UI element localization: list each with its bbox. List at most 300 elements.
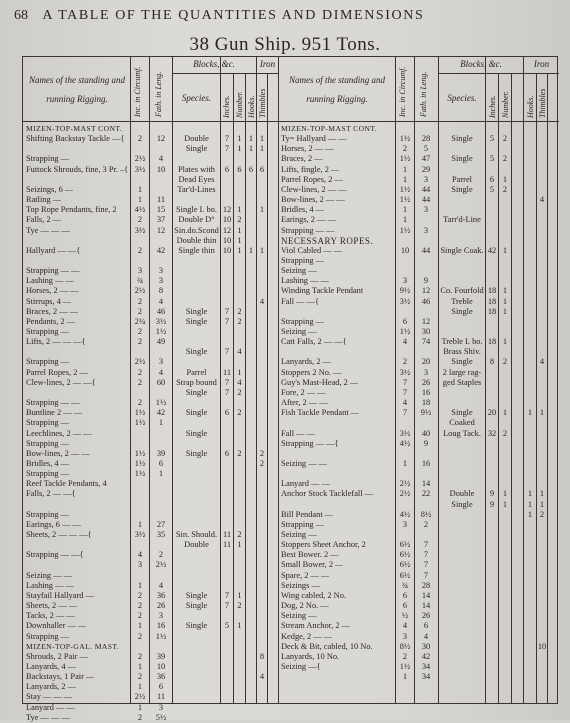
table-row [23,165,559,175]
rigging-name: Seizing — — [26,570,73,580]
rigging-name: Deck & Bit, cabled, 10 No. [281,641,373,651]
circumference-cell: 2½ [134,692,146,702]
circumference-cell: 2½ [399,479,411,489]
length-cell: 11 [156,692,166,702]
circumference-cell: 2 [137,601,143,611]
hooks-header-right: Hooks. [526,95,535,118]
number-cell: 2 [237,601,242,611]
species-cell: Treble I. bo. [441,337,483,347]
species-cell: Sin.do.Scond [174,225,219,235]
length-cell: 8½ [420,509,432,519]
table-row [23,418,559,428]
rigging-name: Strapping — [26,154,70,164]
species-cell: Single I. bo. [176,205,217,215]
length-cell: 1½ [155,398,167,408]
inches-cell: 7 [224,590,230,600]
rigging-name: Sheets, 2 — — [26,601,78,611]
number-cell: 1 [502,286,508,296]
species-header-right: Species. [447,93,477,103]
rigging-name: Kedge, 2 — — [281,631,333,641]
species-cell: ged Staples [442,377,482,387]
circumference-cell: 1 [137,580,143,590]
hooks-cell: 1 [527,408,533,418]
species-cell: Single [451,357,473,367]
rigging-name: Lanyard — — [26,702,75,712]
rigging-name: Lanyard — — [281,479,330,489]
length-cell: 12 [421,286,431,296]
length-cell: 20 [421,357,431,367]
circumference-cell: 1 [402,174,408,184]
species-cell: Double [184,134,209,144]
circumference-cell: 9½ [399,286,411,296]
number-cell: 2 [237,215,242,225]
rigging-name: Strapping — — [281,225,335,235]
table-row [23,581,559,591]
length-cell: 14 [421,601,431,611]
table-row [23,124,559,134]
length-cell: 46 [156,306,166,316]
length-cell: 1 [158,469,164,479]
species-cell: Double [184,540,209,550]
length-cell: 7 [423,570,429,580]
circumference-cell: 1 [137,621,143,631]
length-cell: 7 [423,560,429,570]
species-cell: Tarr'd-Line [443,215,481,225]
length-header-right: Fath. in Leng. [419,71,428,117]
length-cell: 1½ [155,327,167,336]
inches-header-right: Inches. [488,95,497,118]
length-cell: 42 [156,408,166,418]
section-heading: MIZEN-TOP-GAL. MAST. [26,641,120,651]
length-cell: 30 [421,327,431,336]
circumference-cell: 2 [137,590,143,600]
inches-cell: 7 [224,144,230,154]
circumference-cell: 2 [137,712,143,722]
table-row [23,692,559,702]
rigging-name: Strapping — — [26,266,80,276]
circumference-cell: 2 [137,134,143,144]
rigging-name: Anchor Stock Tacklefall — [281,489,374,499]
length-cell: 34 [421,661,431,671]
length-cell: 18 [421,398,431,408]
length-cell: 2 [423,519,429,529]
circumference-cell: 2 [137,377,143,387]
species-cell: Parrel [452,174,472,184]
length-cell: 12 [156,134,166,144]
circumference-cell: 4 [402,337,408,347]
table-row [23,439,559,449]
rigging-name: Horses, 2 — — [281,144,334,154]
thimbles-header: Thimbles [258,88,267,118]
species-cell: Single [185,306,208,316]
circumference-cell: 7 [402,408,408,418]
rigging-name: Stoppers 2 No. — [281,367,342,377]
hooks-header: Hooks. [247,95,256,118]
table-row [23,530,559,540]
length-cell: 28 [421,580,431,590]
circumference-cell: 1½ [399,195,411,205]
inches-cell: 7 [224,306,230,316]
thimbles-header-right: Thimbles [538,88,547,118]
inches-cell: 6 [224,164,230,174]
table-row [23,601,559,611]
length-cell: 2½ [155,560,167,570]
length-cell: 42 [421,651,431,661]
iron-header-right: Iron [533,59,550,69]
hooks-cell: 1 [248,134,254,144]
circumference-cell: 3½ [399,367,411,377]
table-row [23,642,559,652]
species-cell: Plates with [178,164,215,174]
circumference-cell: 1 [137,702,143,712]
species-cell: Double D° [178,215,215,225]
number-cell: 4 [237,347,242,357]
rigging-name: Leechlines, 2 — — [26,428,92,438]
circumference-cell: 7 [402,387,408,397]
species-cell: Single [185,387,208,397]
table-row [23,652,559,662]
circumference-cell: 2 [137,651,143,661]
rule [172,73,279,74]
hooks-cell: 1 [248,245,254,255]
number-cell: 1 [502,245,508,255]
hooks-cell: 1 [527,499,533,509]
table-row [23,195,559,205]
rigging-name: Lifts, 2 — — —{ [26,337,86,347]
inches-cell: 6 [489,174,495,184]
circumference-cell: 4½ [399,438,411,448]
circumference-cell: 3 [137,560,143,570]
length-cell: 36 [156,672,166,682]
circumference-cell: 2 [137,337,143,347]
rigging-name: Shifting Backstay Tackle —{ [26,134,125,144]
circumference-cell: 6 [402,316,408,326]
length-cell: 74 [421,337,431,347]
rigging-name: Fore, 2 — — [281,387,326,397]
table-row [23,489,559,499]
length-cell: 16 [156,621,166,631]
circumference-cell: 1 [402,458,408,468]
length-cell: 1 [158,418,164,428]
rigging-name: Guy's Mast-Head, 2 — [281,377,359,387]
circumference-cell: 6½ [399,550,411,560]
number-cell: 1 [502,174,508,184]
table-row [23,357,559,367]
names-header-right: Names of the standing and running Rigging. [289,75,385,104]
table-row [23,276,559,286]
length-cell: 11 [156,195,166,205]
thimbles-cell: 1 [259,205,265,215]
species-cell: Single [185,144,208,154]
blocks-header: Blocks, &c. [193,59,235,69]
circumference-cell: 1½ [399,184,411,194]
number-cell: 2 [502,154,508,164]
rigging-name: Reef Tackle Pendants, 4 [26,479,107,489]
species-cell: Single [185,347,208,357]
number-cell: 1 [237,245,242,255]
species-cell: Double [449,489,475,499]
rigging-name: Wing cabled, 2 No. [281,590,347,600]
circumference-cell: 3 [402,631,408,641]
length-cell: 44 [421,245,431,255]
table-row [23,378,559,388]
rigging-name: Falls, 2 — —{ [26,489,76,499]
rigging-name: Stream Anchor, 2 — [281,621,350,631]
page-number: 68 [14,8,28,23]
rigging-name: Shrouds, 2 Pair — [26,651,88,661]
length-cell: 9½ [420,408,432,418]
table-row [23,560,559,570]
section-heading: MIZEN-TOP-MAST CONT. [26,124,123,133]
length-cell: 6 [158,682,164,692]
length-cell: 9 [423,438,429,448]
circumference-cell: 6 [402,590,408,600]
number-cell: 1 [237,621,242,631]
length-cell: 2 [158,550,164,560]
table-row [23,479,559,489]
inches-header: Inches. [222,95,231,118]
species-cell: Single [185,621,208,631]
length-cell: 46 [421,296,431,306]
rigging-name: Braces, 2 — [281,154,323,164]
length-cell: 29 [421,164,431,174]
length-cell: 22 [421,489,431,499]
rigging-name: Bridles, 4 — [281,205,325,215]
length-cell: 47 [421,154,431,164]
length-cell: 5½ [155,712,167,722]
circumference-cell: 2 [402,144,408,154]
circumference-cell: 1½ [134,408,146,418]
number-cell: 1 [237,540,242,550]
rigging-name: Seizings — [281,580,320,590]
inches-cell: 7 [224,601,230,611]
length-cell: 12 [156,225,166,235]
species-cell: Loug Tack. [443,428,481,438]
circumference-cell: 1½ [399,661,411,671]
rigging-name: Strapping — [26,418,70,428]
names-header: Names of the standing and running Rigging. [29,75,125,104]
species-cell: Single [185,428,208,438]
rigging-name: Downhaller — — [26,621,87,631]
rigging-name: Strapping — [281,316,325,326]
circumference-cell: 1 [137,661,143,671]
inches-cell: 6 [224,408,230,418]
table-row [23,307,559,317]
circumference-cell: 2 [402,651,408,661]
table-row [23,591,559,601]
circumference-cell: 1 [402,164,408,174]
length-cell: 4 [158,154,164,164]
length-cell: 42 [156,245,166,255]
length-cell: 3 [158,702,164,712]
rigging-name: Dog, 2 No. — [281,601,329,611]
circumference-cell: 1½ [134,458,146,468]
blocks-header-right: Blocks, &c. [460,59,502,69]
circumference-cell: 1½ [134,448,146,458]
circumference-cell: 8½ [399,641,411,651]
rigging-name: After, 2 — — [281,398,328,408]
thimbles-cell: 2 [539,509,545,519]
length-cell: 35 [156,530,166,539]
table-row [23,368,559,378]
species-cell: Single Coak. [440,245,484,255]
rigging-name: Stay — — — [26,692,73,702]
circumference-cell: 1½ [399,225,411,235]
length-cell: 3 [423,174,429,184]
length-cell: 1½ [155,631,167,641]
circumference-cell: 2½ [134,154,146,164]
circumference-cell: 2 [137,327,143,336]
table-row [23,134,559,144]
number-cell: 1 [237,367,242,377]
table-row [23,215,559,225]
rigging-name: Lifts, fingle, 2 — [281,164,340,174]
inches-cell: 5 [224,621,230,631]
iron-header: Iron [259,59,276,69]
inches-cell: 9 [489,499,495,509]
length-cell: 44 [421,184,431,194]
table-row [23,500,559,510]
rigging-name: Seizing — [281,327,317,336]
length-cell: 27 [156,519,166,529]
length-cell: 3 [423,367,429,377]
number-cell: 2 [237,316,242,326]
table-row [23,459,559,469]
species-cell: Single [451,408,473,418]
rigging-name: Ty= Hallyard — — [281,134,347,144]
table-row [23,398,559,408]
circumference-cell: 1 [137,682,143,692]
number-cell: 2 [502,428,508,438]
rule [438,73,559,74]
length-cell: 6 [158,458,164,468]
number-cell: 2 [237,448,242,458]
thimbles-cell: 10 [537,641,547,651]
circumference-cell: 4 [402,398,408,408]
number-cell: 1 [502,337,508,347]
running-title: A TABLE OF THE QUANTITIES AND DIMENSIONS [42,8,425,23]
length-cell: 15 [156,205,166,215]
table-row [23,682,559,692]
rigging-name: Tacks, 2 — — [26,611,75,621]
circumference-cell: 2 [137,398,143,408]
rigging-name: Earings, 2 — — [281,215,336,225]
rigging-name: Seizing — — [281,458,328,468]
thimbles-cell: 6 [259,164,265,174]
table-row [23,205,559,215]
circumference-cell: 3 [137,266,143,276]
rigging-name: Stoppers Sheet Anchor, 2 [281,540,366,550]
species-cell: Treble [451,296,473,306]
number-cell: 1 [502,499,508,509]
rigging-name: Seizings, 6 — [26,184,74,194]
length-cell: 26 [421,377,431,387]
circumference-cell: 4½ [134,205,146,215]
table-row [23,611,559,621]
thimbles-cell: 1 [539,408,545,418]
number-cell: 1 [237,205,242,215]
rigging-name: Bill Pendant — [281,509,334,519]
inches-cell: 9 [489,489,495,499]
length-cell: 3 [423,225,429,235]
inches-cell: 10 [222,245,232,255]
inches-cell: 11 [222,530,232,539]
circumference-cell: 3½ [134,225,146,235]
table-row [23,266,559,276]
species-cell: 2 large rag- [442,367,482,377]
length-cell: 4 [423,631,429,641]
rigging-name: Parrel Ropes, 2 — [281,174,343,184]
number-cell: 4 [237,377,242,387]
table-row [23,703,559,713]
rigging-name: Strapping — [26,438,70,448]
table-row [23,226,559,236]
rigging-name: Lanyards, 4 — [26,661,77,671]
length-cell: 5 [423,144,429,154]
table-row [23,520,559,530]
species-cell: Brass Shiv. [443,347,481,357]
circumference-cell: 1 [402,215,408,225]
species-cell: Dead Eyes [178,174,215,184]
length-cell: 37 [156,215,166,225]
length-cell: 39 [156,448,166,458]
circumf-header: Inc. in Circumf. [133,66,142,117]
circumference-cell: 3 [402,519,408,529]
table-row [23,550,559,560]
rigging-name: Fall — —{ [281,296,319,306]
circumference-cell: ½ [401,611,409,621]
rigging-table [22,56,558,722]
number-cell: 1 [502,489,508,499]
table-row [23,286,559,296]
thimbles-cell: 4 [539,195,545,205]
circumference-cell: ¾ [401,580,409,590]
species-header: Species. [181,93,212,103]
rigging-name: Earings, 6 — — [26,519,81,529]
rigging-name: Clew-lines, 2 — —{ [26,377,96,387]
table-row [23,408,559,418]
thimbles-cell: 1 [259,134,265,144]
rigging-name: Strapping — —{ [26,550,84,560]
inches-cell: 18 [487,306,497,316]
rigging-name: Bow-lines, 2 — — [281,195,345,205]
hooks-cell: 1 [527,489,533,499]
number-cell: 1 [502,296,508,306]
table-row [23,256,559,266]
table-row [23,175,559,185]
circumference-cell: 2¼ [134,316,146,326]
table-row [23,236,559,246]
rigging-name: Strapping — —{ [281,438,339,448]
rigging-name: Tye — — — [26,712,70,722]
rigging-name: Seizing — [281,611,317,621]
inches-cell: 10 [222,215,232,225]
number-cell: 6 [237,164,242,174]
length-cell: 36 [156,590,166,600]
number-cell: 2 [502,184,508,194]
rigging-name: Stirrups, 4 — [26,296,72,306]
circumference-cell: 3 [402,276,408,286]
species-cell: Co. Fourfold [440,286,484,296]
table-row [23,469,559,479]
rigging-name: Seizing — [281,530,317,539]
length-cell: 3 [158,357,164,367]
length-cell: 44 [421,195,431,205]
thimbles-cell: 4 [539,357,545,367]
table-row [23,662,559,672]
number-cell: 1 [237,134,242,144]
thimbles-cell: 2 [259,458,265,468]
